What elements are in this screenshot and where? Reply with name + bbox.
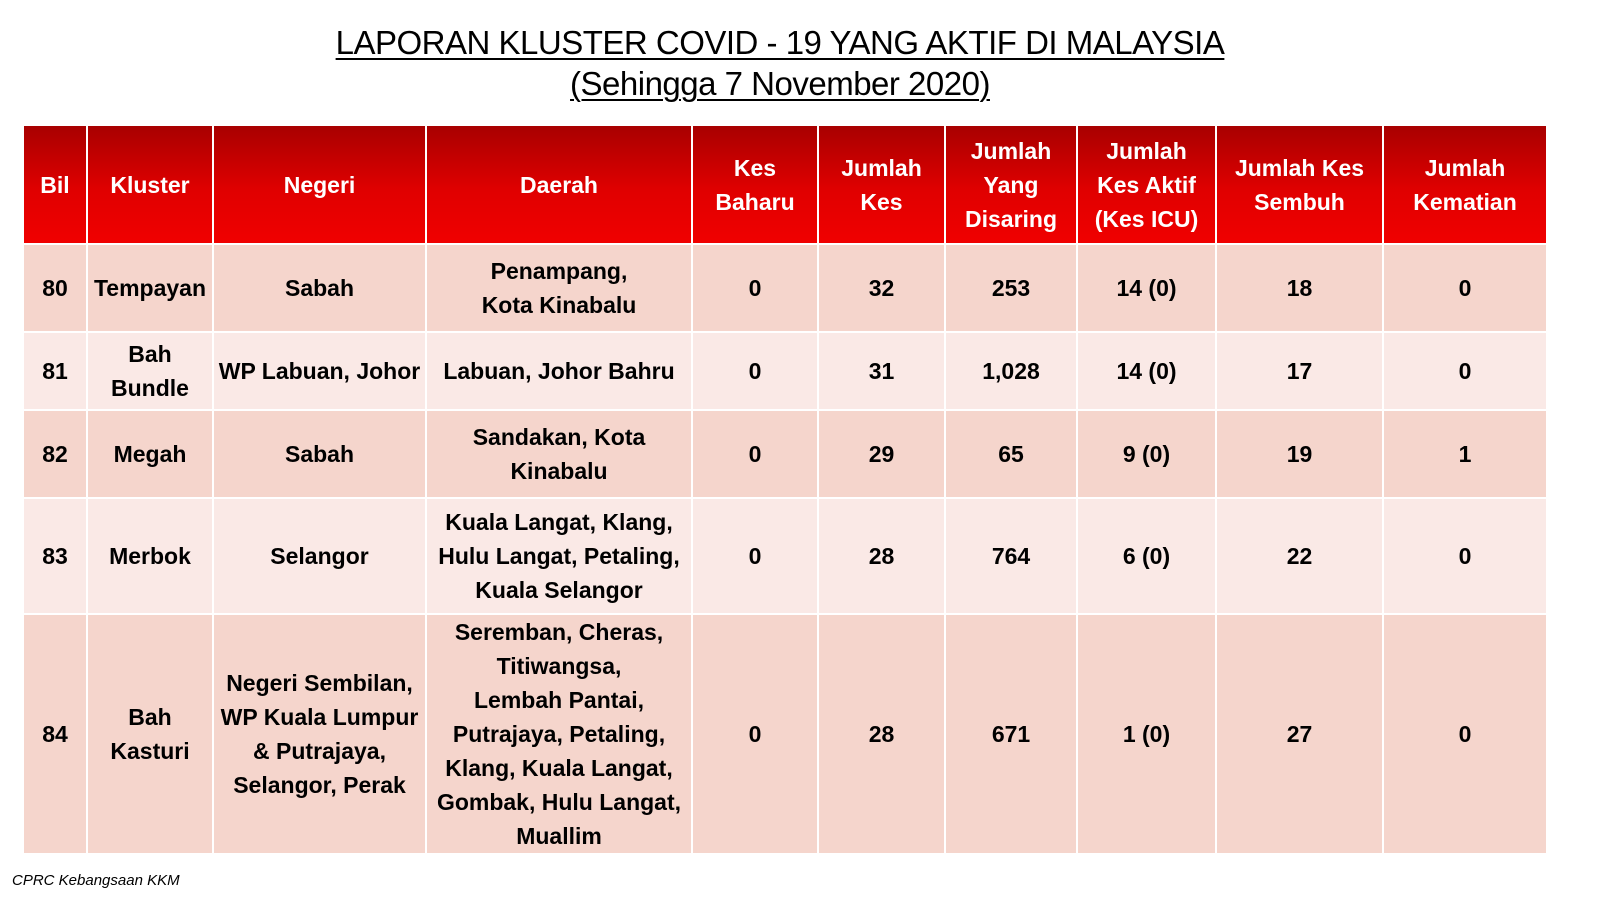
cell-daerah (426, 498, 692, 614)
cell-value: 14 (0) (1116, 275, 1177, 301)
cell-value: 22 (1286, 543, 1313, 569)
cell-value: 0 (1458, 275, 1472, 301)
cell-aktif (1077, 410, 1216, 498)
cell-bil (23, 244, 87, 332)
cell-daerah (426, 410, 692, 498)
cell-value: 31 (868, 358, 895, 384)
cell-jumlah-kes (818, 244, 945, 332)
cell-value: 65 (998, 441, 1024, 467)
cell-line: WP Kuala Lumpur (220, 704, 419, 730)
cell-value: 0 (748, 441, 762, 467)
cell-line: Megah (113, 441, 187, 467)
cell-jumlah-kes (818, 332, 945, 410)
cell-kluster (87, 614, 213, 854)
cell-value: 81 (42, 358, 68, 384)
report-date: (Sehingga 7 November 2020) (570, 65, 990, 102)
header-kes-aktif: Jumlah Kes Aktif (Kes ICU) (1077, 125, 1216, 244)
cell-line: Merbok (109, 543, 191, 569)
cell-value: 84 (42, 721, 68, 747)
cell-line: Titiwangsa, (496, 653, 622, 679)
cell-line: Selangor, Perak (233, 772, 406, 798)
source-note: CPRC Kebangsaan KKM (12, 872, 180, 889)
table-row (23, 332, 1547, 410)
cell-kematian (1383, 410, 1547, 498)
cell-value: 0 (748, 275, 762, 301)
cell-line: Bah (128, 704, 172, 730)
cell-line: Sabah (284, 441, 355, 467)
table-row (23, 410, 1547, 498)
table-body (23, 244, 1547, 854)
cell-kematian (1383, 498, 1547, 614)
cell-disaring (945, 410, 1077, 498)
cell-line: Kuala Langat, Klang, (445, 509, 673, 535)
cell-line: Labuan, Johor Bahru (443, 358, 675, 384)
cell-line: Hulu Langat, Petaling, (438, 543, 680, 569)
cell-kluster (87, 410, 213, 498)
cell-kluster (87, 244, 213, 332)
cell-sembuh (1216, 244, 1383, 332)
cell-negeri (213, 614, 426, 854)
cell-daerah (426, 332, 692, 410)
cell-value: 0 (748, 543, 762, 569)
cell-negeri (213, 410, 426, 498)
title-block (0, 22, 1560, 104)
cell-line: Negeri Sembilan, (226, 670, 413, 696)
cell-value: 83 (42, 543, 68, 569)
cell-line: Sandakan, Kota (472, 424, 646, 450)
cell-jumlah-kes (818, 498, 945, 614)
cell-line: Seremban, Cheras, (454, 619, 664, 645)
cell-daerah (426, 614, 692, 854)
cell-line: Selangor (270, 543, 369, 569)
cell-kes-baharu (692, 332, 818, 410)
cell-bil (23, 332, 87, 410)
cell-jumlah-kes (818, 410, 945, 498)
cell-aktif (1077, 244, 1216, 332)
cell-line: Bundle (111, 375, 189, 401)
table-row (23, 614, 1547, 854)
cell-line: Kasturi (110, 738, 190, 764)
cell-line: Lembah Pantai, (474, 687, 644, 713)
cell-value: 27 (1286, 721, 1313, 747)
cluster-table (22, 124, 1548, 855)
header-jumlah-disaring: Jumlah Yang Disaring (945, 125, 1077, 244)
cell-line: Kuala Selangor (475, 577, 643, 603)
cell-line: Gombak, Hulu Langat, (436, 789, 682, 815)
cell-kes-baharu (692, 614, 818, 854)
cell-value: 0 (1458, 543, 1472, 569)
cell-bil (23, 614, 87, 854)
cell-value: 9 (0) (1122, 441, 1171, 467)
cell-bil (23, 498, 87, 614)
cell-disaring (945, 332, 1077, 410)
cell-kes-baharu (692, 410, 818, 498)
cell-negeri (213, 332, 426, 410)
cell-sembuh (1216, 498, 1383, 614)
cell-kematian (1383, 244, 1547, 332)
cell-kes-baharu (692, 498, 818, 614)
cell-line: WP Labuan, Johor (218, 358, 421, 384)
cell-value: 32 (868, 275, 895, 301)
cell-value: 764 (991, 543, 1031, 569)
cell-value: 253 (991, 275, 1031, 301)
cell-sembuh (1216, 410, 1383, 498)
cell-line: & Putrajaya, (253, 738, 386, 764)
cell-value: 0 (1458, 358, 1472, 384)
report-title: LAPORAN KLUSTER COVID - 19 YANG AKTIF DI MALAYSIA (335, 24, 1225, 61)
cell-line: Sabah (284, 275, 355, 301)
cell-negeri (213, 498, 426, 614)
cell-value: 28 (868, 543, 895, 569)
cell-value: 6 (0) (1122, 543, 1171, 569)
header-kes-sembuh: Jumlah Kes Sembuh (1216, 125, 1383, 244)
cell-line: Tempayan (93, 275, 207, 301)
cell-value: 28 (868, 721, 895, 747)
cell-value: 1,028 (982, 358, 1040, 384)
cell-value: 0 (748, 358, 762, 384)
cell-line: Putrajaya, Petaling, (452, 721, 666, 747)
cell-value: 18 (1286, 275, 1313, 301)
cell-sembuh (1216, 614, 1383, 854)
cell-line: Bah (128, 341, 172, 367)
header-jumlah-kes: Jumlah Kes (818, 125, 945, 244)
cell-value: 17 (1286, 358, 1313, 384)
cell-line: Muallim (516, 823, 602, 849)
cell-disaring (945, 614, 1077, 854)
cell-line: Kinabalu (510, 458, 608, 484)
header-kluster: Kluster (87, 125, 213, 244)
cell-value: 29 (868, 441, 895, 467)
cell-value: 19 (1286, 441, 1313, 467)
cell-kematian (1383, 614, 1547, 854)
cell-value: 671 (991, 721, 1031, 747)
header-row (23, 125, 1547, 244)
cell-bil (23, 410, 87, 498)
cell-value: 80 (42, 275, 68, 301)
table-row (23, 244, 1547, 332)
cell-jumlah-kes (818, 614, 945, 854)
cell-value: 1 (1458, 441, 1472, 467)
header-kes-baharu: Kes Baharu (692, 125, 818, 244)
cell-value: 0 (1458, 721, 1472, 747)
header-daerah: Daerah (426, 125, 692, 244)
cell-kluster (87, 498, 213, 614)
header-bil: Bil (23, 125, 87, 244)
cell-line: Penampang, (490, 258, 628, 284)
cell-line: Kota Kinabalu (481, 292, 637, 318)
header-kematian: Jumlah Kematian (1383, 125, 1547, 244)
cell-aktif (1077, 498, 1216, 614)
cell-kematian (1383, 332, 1547, 410)
cell-sembuh (1216, 332, 1383, 410)
cell-value: 14 (0) (1116, 358, 1177, 384)
header-negeri: Negeri (213, 125, 426, 244)
cell-value: 1 (0) (1122, 721, 1171, 747)
cell-value: 0 (748, 721, 762, 747)
table-row (23, 498, 1547, 614)
cell-kes-baharu (692, 244, 818, 332)
cell-line: Klang, Kuala Langat, (445, 755, 673, 781)
cell-aktif (1077, 614, 1216, 854)
cell-value: 82 (42, 441, 68, 467)
cell-kluster (87, 332, 213, 410)
cell-disaring (945, 244, 1077, 332)
cell-aktif (1077, 332, 1216, 410)
cell-negeri (213, 244, 426, 332)
cell-daerah (426, 244, 692, 332)
cell-disaring (945, 498, 1077, 614)
